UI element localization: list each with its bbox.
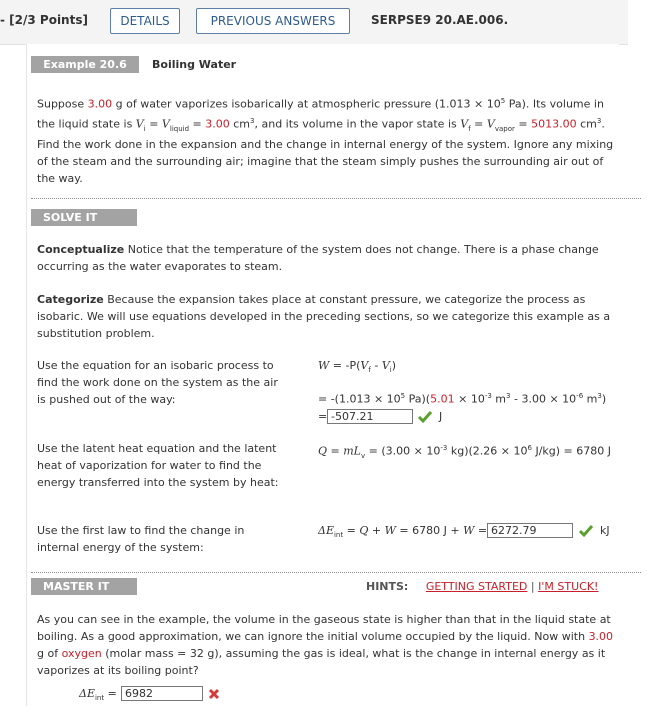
internal-energy-answer-input[interactable]: 6272.79 [487,523,573,538]
heat-var: Q [359,524,369,537]
intro-text: = [470,117,487,131]
master-answer-input[interactable]: 6982 [121,686,203,701]
equals-sign: = [318,410,328,423]
conceptualize-text: Notice that the temperature of the system does not change. There is a phase change occurring as the water evaporates to steam. [37,243,599,273]
step1-instruction: Use the equation for an isobaric process to find the work done on the system as the air is pushed out of the way: [37,359,278,406]
eq-text: m [583,392,598,406]
section-divider [31,198,641,199]
work-answer-input[interactable]: -507.21 [327,409,413,424]
step2-instruction: Use the latent heat equation and the latent heat of vaporization for water to find the energy transferred into the system by heat: [37,442,279,489]
example-title: Boiling Water [152,58,237,71]
eq-text: kg)(2.26 × 10 [447,444,528,458]
hints-label: HINTS: [366,580,409,593]
hints-bar [366,578,598,595]
unit: cm [576,117,597,131]
exponent: 5 [500,97,506,105]
eq-text: = [474,524,488,537]
subscript: int [94,694,105,703]
volume-var: V [161,117,170,131]
water-mass: 3.00 [87,97,113,111]
categorize-label: Categorize [37,293,104,306]
example-badge: Example 20.6 [31,56,139,73]
find-statement: Find the work done in the expansion and the change in internal energy of the system. Ignore any mixing of the steam and the surrounding air; imagine that the steam simply pushes the surrounding air out of the way. [37,138,614,185]
master-it-question [37,611,617,679]
problem-statement [37,93,617,138]
intro-text: = [145,117,162,131]
intro-text: Suppose [37,97,88,111]
eq-text: - 3.00 × 10 [510,392,577,406]
gas-name: oxygen [61,647,102,660]
vapor-volume: 5013.00 [531,117,577,131]
details-button[interactable]: DETAILS [110,8,180,34]
volume-var: V [135,117,144,131]
unit: cm [229,117,251,131]
work-equation [318,357,396,379]
exponent: -6 [576,392,584,400]
volume-difference: 5.01 [430,392,455,406]
master-answer-label [79,685,117,707]
eq-text: ) [391,359,397,372]
exponent: 3 [596,116,602,125]
section-divider [31,572,641,573]
volume-var: V [486,117,495,131]
categorize-text: Because the expansion takes place at constant pressure, we categorize the process as isobaric. We will use equations developed in the preceding sections, so we categorize this example as a substitution problem. [37,293,611,340]
x-mark-icon [208,688,220,700]
delta-var: ΔE [79,687,95,700]
question-id: SERPSE9 20.AE.006. [371,13,509,27]
internal-energy-equation [318,522,487,544]
check-icon [417,410,433,424]
volume-var: V [381,359,390,372]
subscript: int [333,531,344,540]
subscript: i [389,366,392,375]
solve-it-label: SOLVE IT [31,209,137,226]
eq-text: + [368,524,385,537]
exponent: -3 [440,444,448,452]
eq-text: = (3.00 × 10 [365,444,441,458]
delta-var: ΔE [318,524,334,537]
check-icon [578,524,594,538]
conceptualize-label: Conceptualize [37,243,125,256]
eq-text: = [104,687,117,700]
master-text: g of [37,647,62,660]
work-substitution [318,388,606,408]
eq-text: × 10 [454,392,485,406]
subscript: v [361,451,366,460]
conceptualize-paragraph [37,241,607,275]
intro-text: , and its volume in the vapor state is [254,117,461,131]
volume-var: V [460,117,469,131]
subscript: f [368,366,371,375]
eq-text: = -(1.013 × 10 [318,392,401,406]
hint-separator: | [530,580,535,593]
liquid-volume: 3.00 [205,117,230,131]
categorize-paragraph [37,291,612,342]
eq-text: - [370,359,382,372]
work-var: W [318,359,330,372]
question-toolbar [0,0,628,45]
exponent: 3 [506,392,511,400]
intro-text: the liquid state is [37,117,136,131]
eq-text: = [343,524,360,537]
subscript: liquid [169,124,190,133]
intro-text: = [189,117,206,131]
internal-energy-unit: kJ [600,524,610,537]
intro-text: = [514,117,532,131]
eq-text: = -P( [329,359,361,372]
subscript: f [468,124,471,133]
eq-text: = 6780 J + [395,524,464,537]
exponent: 5 [400,392,406,400]
eq-text: = [327,444,344,458]
step3-instruction: Use the first law to find the change in internal energy of the system: [37,524,245,554]
eq-text: Pa)( [405,392,431,406]
master-text: (molar mass = 32 g), assuming the gas is ideal, what is the change in internal energy as it vaporizes at its boiling point? [37,647,606,677]
exponent: 3 [250,116,255,125]
intro-text: g of water vaporizes isobarically at atmospheric pressure (1.013 × 10 [112,97,501,111]
volume-var: V [360,359,369,372]
work-var: W [384,524,396,537]
previous-answers-button[interactable]: PREVIOUS ANSWERS [196,8,350,34]
im-stuck-link[interactable]: I'M STUCK! [538,580,599,593]
intro-text: . [601,117,605,131]
latent-var: mL [343,444,361,458]
exponent: -3 [484,392,492,400]
getting-started-link[interactable]: GETTING STARTED [425,580,528,593]
subscript: i [143,124,146,133]
work-unit: J [439,410,443,423]
heat-equation [318,440,611,465]
question-content [26,44,619,706]
intro-text: Pa). Its volume in [505,97,604,111]
work-var: W [463,524,475,537]
master-it-label: MASTER IT [31,578,137,595]
exponent: 6 [527,444,532,452]
eq-text: J/kg) = 6780 J [531,444,611,458]
eq-text: ) [601,392,607,406]
points-indicator: - [2/3 Points] [0,13,88,27]
exponent: 3 [597,392,602,400]
eq-text: m [491,392,507,406]
master-text: As you can see in the example, the volume in the gaseous state is higher than that in the liquid state at boiling. As a good approximation, we can ignore the initial volume occupied by the liquid. Now with [37,613,611,643]
subscript: vapor [494,124,515,133]
gas-mass: 3.00 [588,630,614,643]
heat-var: Q [318,444,328,458]
